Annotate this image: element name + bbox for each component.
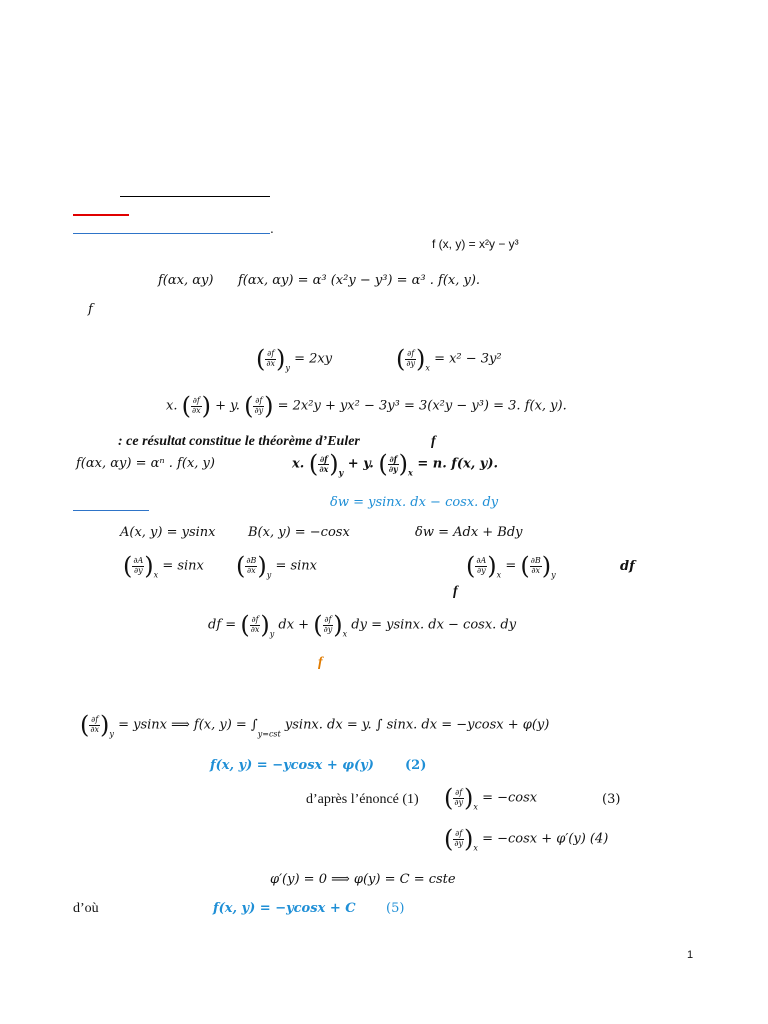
A-definition: A(x, y) = ysinx bbox=[120, 525, 216, 540]
blue-section-underline bbox=[73, 510, 149, 511]
equation-5-number: (5) bbox=[386, 901, 405, 916]
partial-B-x: ( $\frac{\partial B}{\partial x}$ )$_y = \sin x$ bbox=[236, 552, 317, 580]
df-label: df bbox=[620, 559, 635, 574]
f-orange-label: f bbox=[318, 655, 323, 670]
exactness-condition: ( $\frac{\partial A}{\partial y}$ )$_x$ = ( $\frac{\partial B}{\partial x}$ )$_y$ bbox=[466, 552, 556, 580]
euler-theorem-text: : ce résultat constitue le théorème d’Euler bbox=[118, 434, 360, 449]
partial-A-y: ( $\frac{\partial A}{\partial y}$ )$_x = \sin x$ bbox=[123, 552, 204, 580]
homogeneity-lhs: f(αx, αy) bbox=[158, 273, 214, 288]
phi-derivation: φ′(y) = 0 ⟹ φ(y) = C = cste bbox=[270, 872, 456, 887]
partial-f-y-value: = x² − 3y² bbox=[434, 351, 502, 367]
function-definition: f (x, y) = x²y − y³ bbox=[432, 237, 519, 251]
dw-form: δw = Adx + Bdy bbox=[415, 525, 523, 540]
f-label-2: f bbox=[453, 584, 458, 599]
euler-sum-equation: x. ( $\frac{\partial f}{\partial x}$ ) + y. ( $\frac{\partial f}{\partial y}$ ) = 2x²y + yx² − 3y³ = 3(x²y − y³) = 3. f(x, y). bbox=[166, 392, 567, 420]
dou-label: d’où bbox=[73, 901, 99, 916]
B-definition: B(x, y) = −cosx bbox=[248, 525, 350, 540]
blue-underline bbox=[73, 233, 270, 234]
f-label: f bbox=[88, 302, 93, 317]
partial-f-y: ( $\frac{\partial f}{\partial y}$ )$_x = x^2 - 3y^2$ bbox=[396, 345, 502, 373]
homogeneity-rhs: f(αx, αy) = α³ (x²y − y³) = α³ . f(x, y). bbox=[238, 273, 481, 288]
equation-3-number: (3) bbox=[602, 792, 621, 807]
equation-5: f(x, y) = −ycosx + C bbox=[213, 901, 356, 916]
partial-f-x-value: = 2xy bbox=[294, 351, 333, 367]
total-differential: df = ( $\frac{\partial f}{\partial x}$ )$_y$ dx + ( $\frac{\partial f}{\partial y}$ )$_x$ dy = ysinx. dx − cosx. dy bbox=[208, 611, 517, 639]
delta-w-definition: δw = ysinx. dx − cosx. dy bbox=[330, 495, 499, 510]
page-number: 1 bbox=[687, 949, 694, 961]
integration-line: ( $\frac{\partial f}{\partial x}$ )$_y = ysinx$ ⟹ f(x, $y) = \int_{y=cst}$ ysinx. dx = y. ∫ sinx. dx = −ycosx + φ(y) bbox=[80, 711, 550, 739]
euler-theorem-f: f bbox=[431, 434, 436, 449]
equation-2-number: (2) bbox=[405, 758, 427, 773]
enonce-reference: d’après l’énoncé (1) bbox=[306, 792, 419, 807]
general-homogeneity: f(αx, αy) = αⁿ . f(x, y) bbox=[76, 456, 215, 471]
equation-4: ( $\frac{\partial f}{\partial y}$ )$_x = -\cos x + \varphi'(y)$ (4) bbox=[444, 825, 609, 853]
title-underline bbox=[120, 196, 270, 197]
equation-2: f(x, y) = −ycosx + φ(y) bbox=[210, 758, 374, 773]
partial-f-x: ( $\frac{\partial f}{\partial x}$ )$_y = 2xy$ bbox=[256, 345, 333, 373]
red-underline bbox=[73, 214, 129, 216]
equation-3: ( $\frac{\partial f}{\partial y}$ )$_x = -\cos x$ bbox=[444, 784, 538, 812]
period-mark: . bbox=[270, 222, 274, 236]
general-euler-theorem: x. ( $\frac{\partial f}{\partial x}$ )$_y + y$. ( $\frac{\partial f}{\partial y}$ )$_x = n$. f(x, y). bbox=[292, 450, 499, 478]
